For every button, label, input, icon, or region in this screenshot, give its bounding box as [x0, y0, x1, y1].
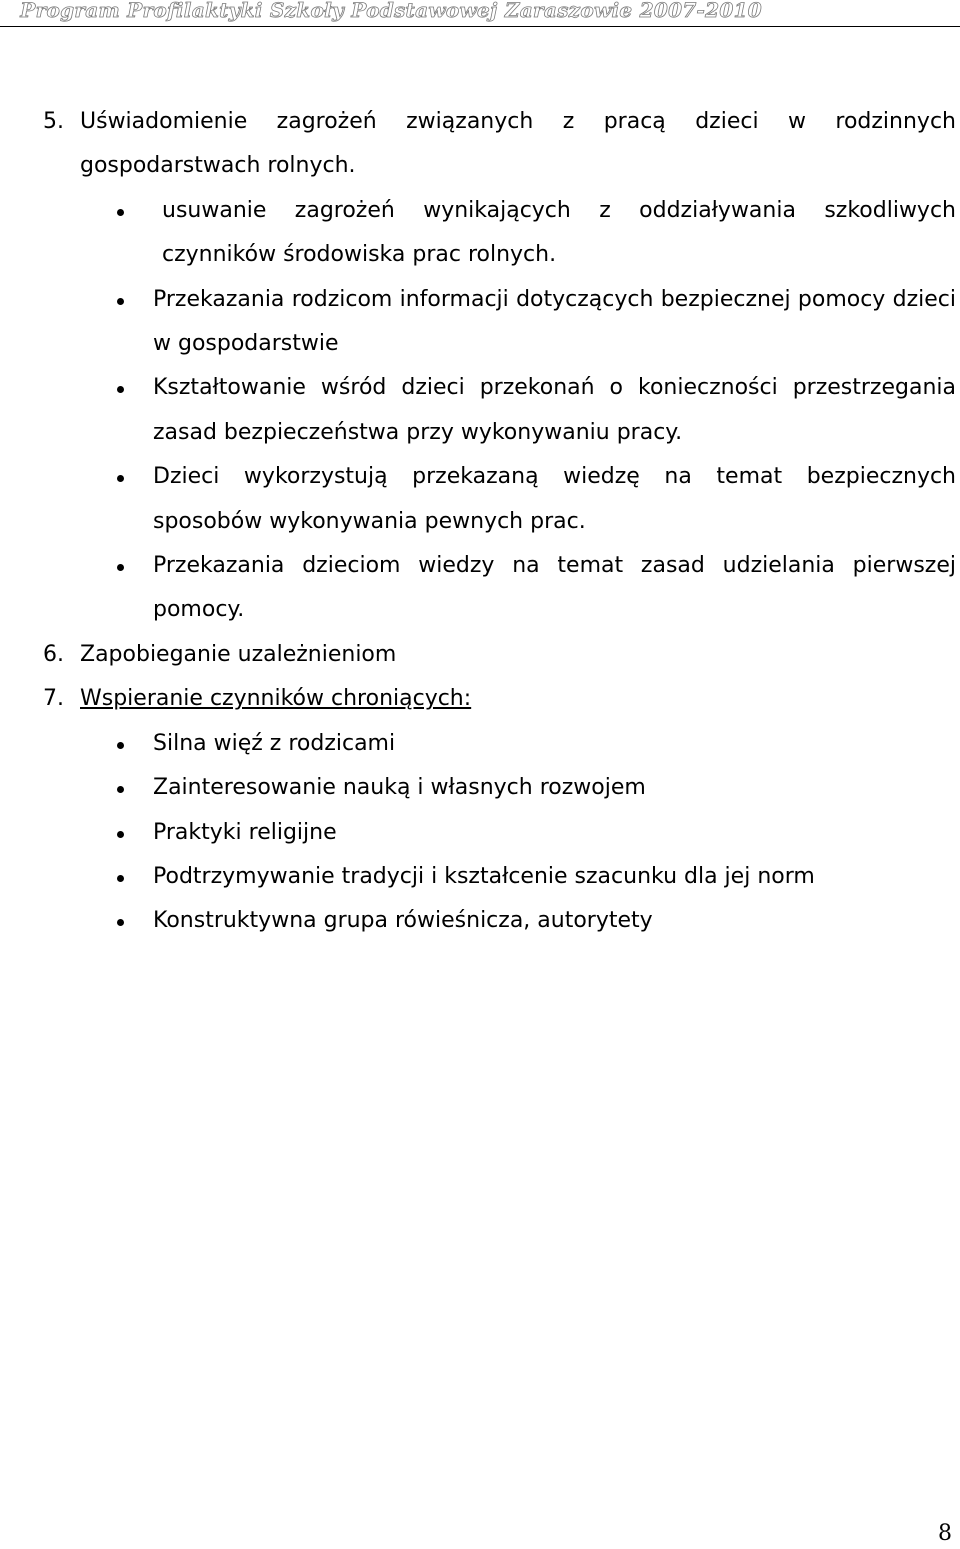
list-item — [0, 855, 960, 899]
numbered-item-5 — [0, 100, 960, 189]
bullet-icon — [117, 919, 124, 926]
list-item-text: Zainteresowanie nauką i własnych rozwojem — [153, 775, 646, 801]
header-title: Program Profilaktyki Szkoły Podstawowej Zaraszowie 2007-2010 — [20, 0, 762, 22]
list-item — [0, 455, 960, 544]
list-item — [0, 544, 960, 633]
list-item-text: Podtrzymywanie tradycji i kształcenie szacunku dla jej norm — [153, 863, 815, 889]
bullet-icon — [117, 742, 124, 749]
page-header — [0, 0, 960, 27]
list-item-text: Przekazania dzieciom wiedzy na temat zasad udzielania pierwszej pomocy. — [153, 553, 956, 623]
list-item — [0, 278, 960, 367]
numbered-item-6 — [0, 633, 960, 677]
list-item-text: Konstruktywna grupa rówieśnicza, autorytety — [153, 908, 653, 934]
bullet-icon — [117, 564, 124, 571]
item-text: Wspieranie czynników chroniących: — [80, 686, 472, 712]
list-item-text: Kształtowanie wśród dzieci przekonań o konieczności przestrzegania zasad bezpieczeństwa przy wykonywaniu pracy. — [153, 375, 956, 445]
list-item — [0, 899, 960, 943]
list-item — [0, 189, 960, 278]
list-item — [0, 766, 960, 810]
bullet-icon — [117, 386, 124, 393]
bullet-list-5 — [0, 189, 960, 633]
list-item-text: Przekazania rodzicom informacji dotyczących bezpiecznej pomocy dzieci w gospodarstwie — [153, 286, 956, 357]
bullet-list-7 — [0, 722, 960, 944]
bullet-icon — [117, 831, 124, 838]
page-number: 8 — [938, 1521, 952, 1546]
item-number: 5. — [43, 109, 64, 134]
item-number: 7. — [43, 686, 64, 712]
bullet-icon — [117, 209, 124, 216]
bullet-icon — [117, 786, 124, 793]
list-item-text: Praktyki religijne — [153, 819, 337, 845]
list-item — [0, 366, 960, 455]
list-item — [0, 811, 960, 855]
list-item-text: Dzieci wykorzystują przekazaną wiedzę na temat bezpiecznych sposobów wykonywania pewnych prac. — [153, 464, 956, 534]
numbered-item-7 — [0, 677, 960, 721]
bullet-icon — [117, 298, 124, 305]
document-body — [0, 100, 960, 944]
item-text: Uświadomienie zagrożeń związanych z pracą dzieci w rodzinnych gospodarstwach rolnych. — [80, 109, 956, 179]
bullet-icon — [117, 875, 124, 882]
list-item-text: usuwanie zagrożeń wynikających z oddziaływania szkodliwych czynników środowiska prac rolnych. — [162, 197, 956, 268]
list-item-text: Silna więź z rodzicami — [153, 730, 396, 756]
bullet-icon — [117, 475, 124, 482]
item-text: Zapobieganie uzależnieniom — [80, 641, 397, 667]
item-number: 6. — [43, 641, 64, 667]
list-item — [0, 722, 960, 766]
